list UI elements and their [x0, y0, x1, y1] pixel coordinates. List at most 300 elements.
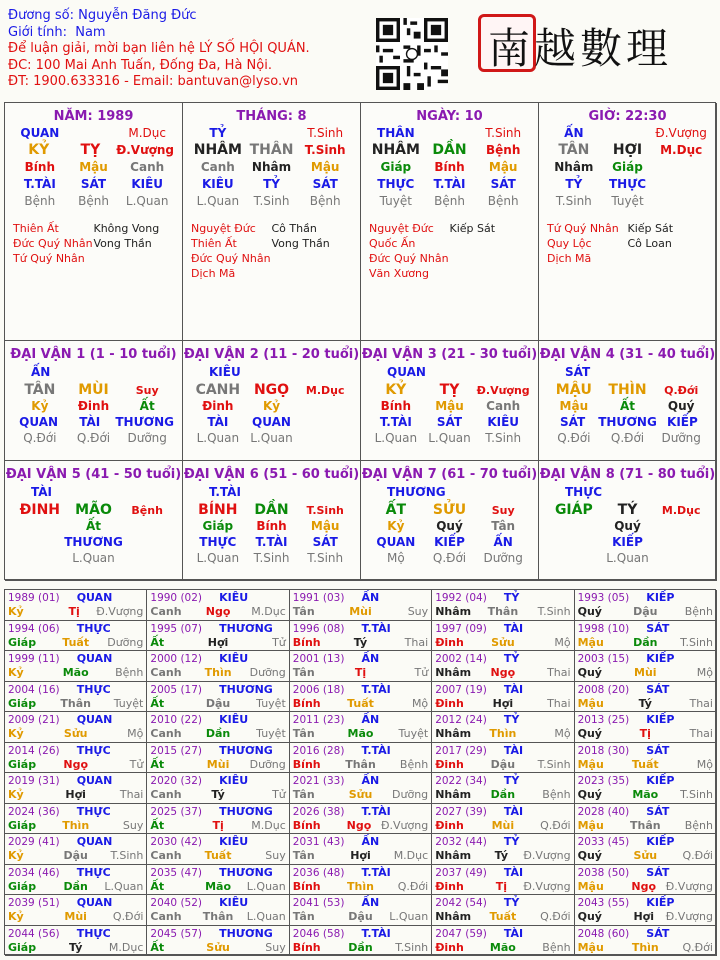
year-cell	[147, 621, 289, 652]
dai-van-stem: MẬU	[555, 382, 592, 398]
year-cell	[432, 773, 574, 804]
year-label: 2016 (28)	[292, 744, 345, 757]
year-head	[290, 712, 431, 727]
year-stem: Đinh	[435, 818, 464, 832]
pillar-row	[547, 194, 708, 209]
year-branch: Sửu	[63, 727, 88, 740]
year-head	[575, 651, 716, 666]
dai-van-branch: DẦN	[254, 502, 289, 518]
year-branch: Hợi	[65, 788, 86, 801]
year-label: 2029 (41)	[8, 836, 60, 848]
year-phase: Đ.Vượng	[665, 910, 713, 923]
year-head	[147, 804, 288, 819]
year-body	[575, 849, 716, 863]
year-cell	[5, 682, 147, 713]
year-label: 2015 (27)	[150, 744, 203, 757]
star-name: Thiên Ất	[13, 222, 59, 235]
year-cell	[432, 804, 574, 835]
year-body	[147, 697, 288, 711]
year-branch: Dần	[348, 940, 373, 954]
star-name: Đức Quý Nhân	[191, 252, 271, 265]
logo-text: 南越數理	[488, 24, 673, 73]
year-body	[147, 941, 288, 955]
pillar-value: KIÊU	[201, 177, 234, 191]
year-body	[290, 788, 431, 802]
dai-van-god: KIÊU	[209, 365, 241, 379]
star-name: Quy Lộc	[547, 237, 592, 250]
annual-luck-table	[4, 589, 716, 955]
dai-van-value: TÀI	[79, 415, 101, 429]
year-cell	[432, 895, 574, 926]
year-phase: Q.Đới	[112, 910, 144, 923]
dai-van-branch: THÌN	[608, 382, 647, 398]
dai-van-value: TÀI	[207, 415, 229, 429]
pillar-value	[654, 160, 708, 175]
year-phase: Tử	[272, 635, 286, 649]
year-phase: T.Sinh	[537, 605, 571, 618]
dai-van-title: ĐẠI VẬN 4 (31 - 40 tuổi)	[539, 347, 716, 362]
year-phase: M.Dục	[393, 849, 429, 862]
pillar-value	[245, 126, 299, 141]
dai-van-value	[298, 399, 352, 414]
dai-van-row	[191, 415, 352, 430]
pillar-value: Mậu	[79, 160, 108, 174]
pillar-row	[191, 126, 352, 141]
pillar-value: T.TÀI	[23, 177, 56, 191]
pillars-grid	[4, 102, 716, 580]
dai-van-row	[547, 431, 708, 446]
year-label: 2036 (48)	[292, 866, 345, 879]
year-label: 2027 (39)	[435, 805, 487, 818]
year-body	[290, 666, 431, 680]
year-phase: T.Sinh	[537, 757, 571, 771]
year-branch: Mùi	[64, 910, 87, 923]
year-body	[290, 636, 431, 650]
year-god: KIẾP	[646, 591, 675, 604]
year-head	[5, 682, 146, 697]
year-label: 2009 (21)	[8, 714, 60, 726]
year-body	[432, 941, 573, 955]
dai-van-value: T.TÀI	[379, 415, 412, 429]
year-branch: Ngọ	[205, 605, 231, 618]
year-head	[432, 743, 573, 758]
year-label: 2001 (13)	[292, 653, 345, 665]
year-cell	[575, 804, 717, 835]
year-cell	[432, 926, 574, 957]
year-god: KIẾP	[646, 652, 675, 665]
pillar-title: GIỜ: 22:30	[588, 109, 667, 124]
year-body	[290, 697, 431, 711]
dai-van-value: KIÊU	[487, 415, 520, 429]
star-name: Đức Quý Nhân	[369, 252, 449, 265]
year-body	[147, 727, 288, 741]
year-stem: Mậu	[577, 635, 604, 649]
dai-van-value: Canh	[486, 399, 521, 413]
dai-van-value: Dưỡng	[127, 431, 167, 445]
year-head	[432, 865, 573, 880]
year-cell	[5, 743, 147, 774]
year-cell	[147, 651, 289, 682]
year-head	[575, 865, 716, 880]
star-row	[13, 251, 174, 266]
dai-van-value	[654, 535, 708, 550]
year-phase: Q.Đới	[682, 940, 713, 954]
year-phase: Bệnh	[115, 666, 144, 679]
year-phase: Dưỡng	[249, 757, 286, 771]
year-god: TÀI	[503, 682, 524, 696]
year-body	[575, 666, 716, 680]
star-name: Vong Thần	[271, 237, 330, 250]
dai-van-row	[547, 399, 708, 414]
gender-value: Nam	[75, 24, 106, 40]
pillar-row	[547, 126, 708, 141]
star-name: Quốc Ấn	[369, 237, 416, 250]
year-cell	[290, 773, 432, 804]
dai-van-value: Mậu	[435, 399, 464, 413]
year-body	[147, 849, 288, 863]
pillar-value: T.TÀI	[433, 177, 466, 191]
year-stem: Canh	[150, 605, 182, 618]
year-god: KIÊU	[219, 713, 249, 726]
pillar-row	[547, 177, 708, 192]
gender-label: Giới tính:	[8, 24, 67, 40]
year-branch: Thìn	[347, 879, 374, 893]
dai-van-row	[13, 535, 174, 550]
dai-van-value: SÁT	[436, 415, 463, 429]
year-label: 2004 (16)	[8, 683, 60, 696]
pillar-row	[191, 177, 352, 192]
year-label: 2008 (20)	[577, 683, 630, 696]
dai-van-row	[191, 399, 352, 414]
year-stem: Giáp	[8, 940, 37, 954]
star-name: Thiên Ất	[191, 237, 237, 250]
dai-van-title: ĐẠI VẬN 6 (51 - 60 tuổi)	[183, 467, 360, 482]
year-label: 1998 (10)	[577, 622, 630, 635]
year-stem: Bính	[292, 635, 321, 649]
year-cell	[290, 743, 432, 774]
pillar-row	[369, 177, 530, 192]
year-phase: Đ.Vượng	[380, 818, 429, 832]
year-stem: Quý	[577, 666, 602, 679]
owner-label: Đương số:	[8, 8, 74, 23]
star-name: Nguyệt Đức	[369, 222, 434, 235]
dai-van-value: KIẾP	[667, 415, 698, 429]
phone-email-line: ĐT: 1900.633316 - Email: bantuvan@lyso.vn	[8, 74, 299, 89]
year-branch: Hợi	[492, 696, 514, 710]
year-cell	[432, 865, 574, 896]
year-god: QUAN	[76, 896, 113, 909]
dai-van-cell	[183, 341, 361, 461]
year-branch: Thân	[202, 910, 234, 923]
dai-van-cell	[5, 461, 183, 581]
year-branch: Thìn	[489, 727, 517, 740]
dai-van-value: Bính	[380, 399, 412, 413]
year-branch: Thân	[60, 696, 91, 710]
year-god: T.TÀI	[361, 926, 391, 940]
year-cell	[290, 926, 432, 957]
pillar-value: SÁT	[312, 177, 338, 191]
year-god: SÁT	[646, 926, 670, 940]
year-god: QUAN	[76, 713, 113, 726]
pillar-value: Bệnh	[309, 194, 341, 208]
dai-van-value: L.Quan	[72, 551, 115, 565]
year-stem: Mậu	[577, 818, 604, 832]
dai-van-row	[369, 535, 530, 550]
dai-van-value	[120, 519, 174, 534]
dai-van-value: T.Sinh	[485, 431, 522, 445]
year-god: KIẾP	[646, 835, 675, 848]
year-phase: Đ.Vượng	[523, 879, 571, 893]
year-head	[432, 804, 573, 819]
pillar-value	[654, 177, 708, 192]
year-god: TÀI	[503, 743, 524, 757]
year-stem: Quý	[577, 727, 602, 740]
year-phase: Suy	[265, 849, 286, 862]
pillar-value: Bệnh	[24, 194, 56, 208]
dai-van-row	[547, 535, 708, 550]
pillar-value: M.Dục	[128, 126, 166, 140]
year-cell	[432, 682, 574, 713]
year-label: 2034 (46)	[8, 866, 60, 879]
year-branch: Thân	[345, 757, 376, 771]
pillar-value: NHÂM	[193, 142, 242, 158]
dai-van-main	[369, 503, 530, 518]
year-cell	[147, 743, 289, 774]
dai-van-value: Ất	[619, 399, 636, 413]
year-cell	[147, 895, 289, 926]
year-head	[147, 865, 288, 880]
year-head	[5, 834, 146, 849]
owner-name: Nguyễn Đăng Đức	[78, 8, 197, 23]
year-stem: Tân	[292, 910, 315, 923]
year-body	[5, 727, 146, 741]
year-stem: Canh	[150, 727, 182, 740]
year-god: T.TÀI	[361, 804, 391, 818]
pillar-row	[369, 160, 530, 175]
dai-van-branch: MÃO	[75, 502, 112, 518]
dai-van-phase: Q.Đới	[664, 384, 699, 397]
year-head	[432, 651, 573, 666]
year-label: 2033 (45)	[577, 836, 630, 848]
year-label: 2017 (29)	[435, 744, 487, 757]
year-cell	[290, 621, 432, 652]
year-body	[575, 941, 716, 955]
dai-van-value	[547, 535, 601, 550]
dai-van-branch: NGỌ	[253, 382, 290, 398]
year-body	[5, 910, 146, 924]
year-phase: Tuyệt	[113, 696, 144, 710]
year-stem: Ất	[150, 757, 165, 771]
year-body	[432, 758, 573, 772]
star-name	[94, 251, 175, 266]
dai-van-god: TÀI	[31, 485, 53, 499]
year-branch: Thìn	[62, 818, 90, 832]
year-cell	[432, 743, 574, 774]
dai-van-value: Quý	[436, 519, 463, 533]
year-stem: Đinh	[435, 635, 464, 649]
year-cell	[147, 773, 289, 804]
year-god: THƯƠNG	[219, 865, 273, 879]
year-god: THỰC	[76, 926, 111, 940]
year-cell	[147, 590, 289, 621]
pillar-row	[191, 143, 352, 158]
year-god: KIÊU	[219, 591, 249, 604]
pillar-value: Bính	[434, 160, 465, 174]
dai-van-value: THƯƠNG	[598, 415, 657, 429]
dai-van-value: QUAN	[19, 415, 59, 429]
stars-list	[183, 221, 360, 281]
dai-van-value	[13, 535, 64, 550]
dai-van-row	[191, 519, 352, 534]
year-head	[147, 712, 288, 727]
year-god: THỰC	[76, 804, 111, 818]
year-stem: Giáp	[8, 879, 37, 893]
year-stem: Nhâm	[435, 605, 472, 618]
pillar-value: SÁT	[490, 177, 516, 191]
year-label: 2032 (44)	[435, 836, 487, 848]
year-god: KIẾP	[646, 774, 675, 787]
year-head	[290, 773, 431, 788]
year-head	[147, 834, 288, 849]
year-phase: Bệnh	[542, 788, 571, 801]
dai-van-value: QUAN	[376, 535, 416, 549]
dai-van-branch: TỴ	[439, 382, 460, 398]
year-branch: Ngọ	[346, 818, 372, 832]
year-stem: Quý	[577, 605, 602, 618]
dai-van-value: Dưỡng	[661, 431, 701, 445]
year-branch: Sửu	[491, 635, 515, 649]
year-body	[432, 788, 573, 802]
dai-van-value: Dưỡng	[483, 551, 523, 565]
year-body	[147, 788, 288, 802]
year-stem: Canh	[150, 666, 182, 679]
pillar-value: Đ.Vượng	[116, 143, 175, 157]
year-body	[290, 910, 431, 924]
year-body	[147, 758, 288, 772]
pillar-value: KỶ	[28, 142, 50, 158]
year-cell	[575, 590, 717, 621]
year-branch: Dậu	[633, 605, 658, 618]
year-cell	[5, 773, 147, 804]
year-branch: Ngọ	[490, 666, 516, 679]
year-god: ẤN	[361, 896, 380, 909]
year-phase: Tuyệt	[256, 696, 286, 710]
year-branch: Tý	[638, 696, 652, 710]
year-head	[575, 743, 716, 758]
pillar-value: Đ.Vượng	[655, 126, 707, 140]
dai-van-row	[369, 415, 530, 430]
year-head	[575, 712, 716, 727]
dai-van-value: Q.Đới	[610, 431, 645, 445]
pillar-row	[547, 143, 708, 158]
year-head	[290, 895, 431, 910]
year-label: 2024 (36)	[8, 805, 60, 818]
year-branch: Mùi	[349, 605, 372, 618]
year-god: THƯƠNG	[219, 621, 273, 635]
year-stem: Kỷ	[8, 666, 24, 679]
year-phase: Thai	[689, 696, 713, 710]
stars-list	[5, 221, 182, 266]
year-head	[575, 773, 716, 788]
year-head	[432, 895, 573, 910]
dai-van-stem: GIÁP	[554, 502, 593, 518]
stars-list	[539, 221, 716, 266]
year-stem: Bính	[292, 696, 321, 710]
year-phase: Thai	[689, 727, 713, 740]
year-phase: T.Sinh	[110, 849, 144, 862]
dai-van-cell	[5, 341, 183, 461]
year-stem: Bính	[292, 879, 321, 893]
year-label: 1999 (11)	[8, 653, 60, 665]
dai-van-main	[547, 383, 708, 398]
year-phase: Thai	[547, 696, 571, 710]
year-body	[5, 941, 146, 955]
year-phase: L.Quan	[389, 910, 429, 923]
dai-van-value: THỰC	[199, 535, 237, 549]
year-cell	[147, 834, 289, 865]
year-label: 2043 (55)	[577, 897, 630, 909]
dai-van-row	[191, 431, 352, 446]
year-body	[575, 758, 716, 772]
year-label: 2014 (26)	[8, 744, 60, 757]
dai-van-value	[547, 551, 601, 566]
pillar-value: Canh	[200, 160, 235, 174]
year-head	[290, 743, 431, 758]
dai-van-value: Tân	[491, 519, 516, 533]
year-label: 1996 (08)	[292, 622, 345, 635]
dai-van-phase: M.Dục	[305, 384, 345, 397]
year-head	[147, 682, 288, 697]
year-head	[5, 621, 146, 636]
dai-van-row	[13, 551, 174, 566]
year-branch: Dậu	[490, 757, 516, 771]
pillar-value: ẤN	[564, 126, 584, 140]
year-branch: Tị	[212, 818, 224, 832]
star-row	[369, 236, 530, 251]
dai-van-row	[369, 551, 530, 566]
year-label: 2028 (40)	[577, 805, 630, 818]
pillar-value: T.Sinh	[555, 194, 592, 208]
dai-van-value: KIẾP	[434, 535, 465, 549]
year-label: 2044 (56)	[8, 927, 60, 940]
pillar-value: T.Sinh	[307, 126, 344, 140]
dai-van-row	[547, 551, 708, 566]
dai-van-stem: ẤT	[385, 502, 407, 518]
star-name: Văn Xương	[369, 267, 429, 280]
star-name: Không Vong	[93, 222, 160, 235]
year-stem: Nhâm	[435, 910, 472, 923]
year-god: THỰC	[76, 621, 111, 635]
year-body	[575, 727, 716, 741]
pillar-value: KIÊU	[131, 177, 164, 191]
year-branch: Thìn	[631, 940, 659, 954]
year-label: 2010 (22)	[150, 714, 203, 726]
year-body	[147, 819, 288, 833]
year-stem: Đinh	[435, 757, 464, 771]
year-branch: Mùi	[491, 818, 515, 832]
year-label: 1991 (03)	[292, 592, 345, 604]
year-branch: Dậu	[205, 696, 231, 710]
year-stem: Kỷ	[8, 727, 24, 740]
year-god: THƯƠNG	[219, 926, 273, 940]
year-label: 2040 (52)	[150, 897, 203, 909]
pillar-value: Bính	[24, 160, 56, 174]
year-label: 2045 (57)	[150, 927, 203, 940]
year-body	[432, 819, 573, 833]
year-body	[432, 849, 573, 863]
pillar-value: THÂN	[377, 126, 415, 140]
year-body	[575, 636, 716, 650]
